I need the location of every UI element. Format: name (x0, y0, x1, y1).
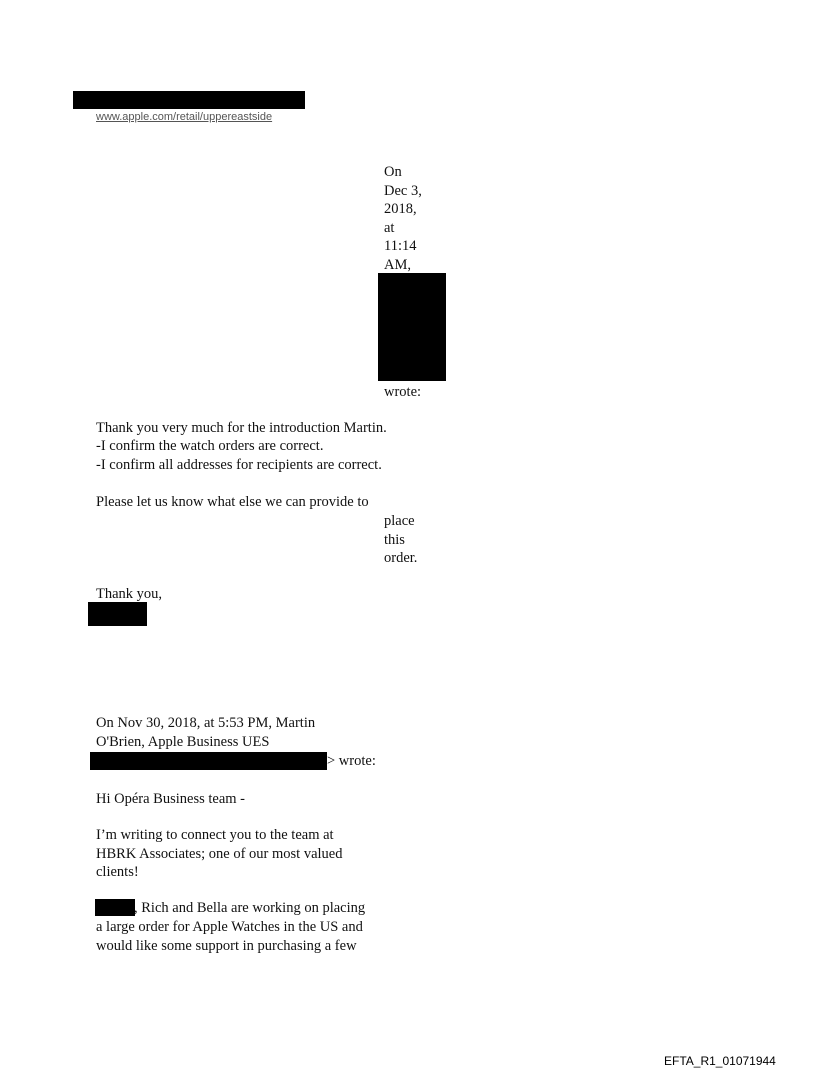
original-wrote-label: > wrote: (327, 753, 376, 769)
reply-header-line: On (384, 164, 402, 180)
bates-number: EFTA_R1_01071944 (664, 1054, 776, 1068)
redaction-bar-client-name (95, 899, 135, 916)
reply-body-line: Please let us know what else we can provide to (96, 494, 369, 510)
paragraph-line: HBRK Associates; one of our most valued (96, 845, 343, 862)
reply-header-line: 11:14 (384, 238, 417, 255)
reply-body-line: -I confirm all addresses for recipients are correct. (96, 457, 382, 473)
redaction-bar-sender-name (73, 91, 305, 109)
reply-body-wrap-line: place (384, 513, 415, 529)
reply-header-line: 2018, (384, 201, 417, 218)
reply-header-line: Dec 3, (384, 182, 422, 199)
reply-body-line: Thank you very much for the introduction Martin. (96, 420, 387, 436)
reply-body-wrap (384, 512, 417, 568)
reply-header-line: AM, (384, 256, 411, 273)
store-link[interactable]: www.apple.com/retail/uppereastside (96, 111, 273, 123)
reply-wrote-label: wrote: (384, 384, 422, 400)
redaction-block-signature (88, 602, 147, 626)
paragraph-line: I’m writing to connect you to the team at (96, 827, 334, 843)
original-header-line: O'Brien, Apple Business UES (96, 734, 270, 750)
reply-body-wrap-line: this (384, 531, 405, 548)
redaction-block-reply-sender (378, 273, 446, 381)
paragraph-line: would like some support in purchasing a few (96, 937, 357, 954)
reply-body-line: -I confirm the watch orders are correct. (96, 438, 324, 454)
original-paragraph-2-line: , Rich and Bella are working on placing (134, 900, 366, 916)
reply-closing: Thank you, (96, 586, 163, 602)
reply-header-line: at (384, 219, 395, 236)
original-paragraph-2 (96, 918, 363, 955)
reply-header (384, 163, 422, 275)
original-header-line: On Nov 30, 2018, at 5:53 PM, Martin (96, 715, 316, 731)
paragraph-line: clients! (96, 864, 139, 881)
reply-body-wrap-line: order. (384, 550, 418, 567)
redaction-bar-sender-email (90, 752, 327, 770)
original-greeting: Hi Opéra Business team - (96, 791, 245, 807)
original-paragraph-1 (96, 826, 342, 882)
paragraph-line: a large order for Apple Watches in the US and (96, 919, 363, 935)
